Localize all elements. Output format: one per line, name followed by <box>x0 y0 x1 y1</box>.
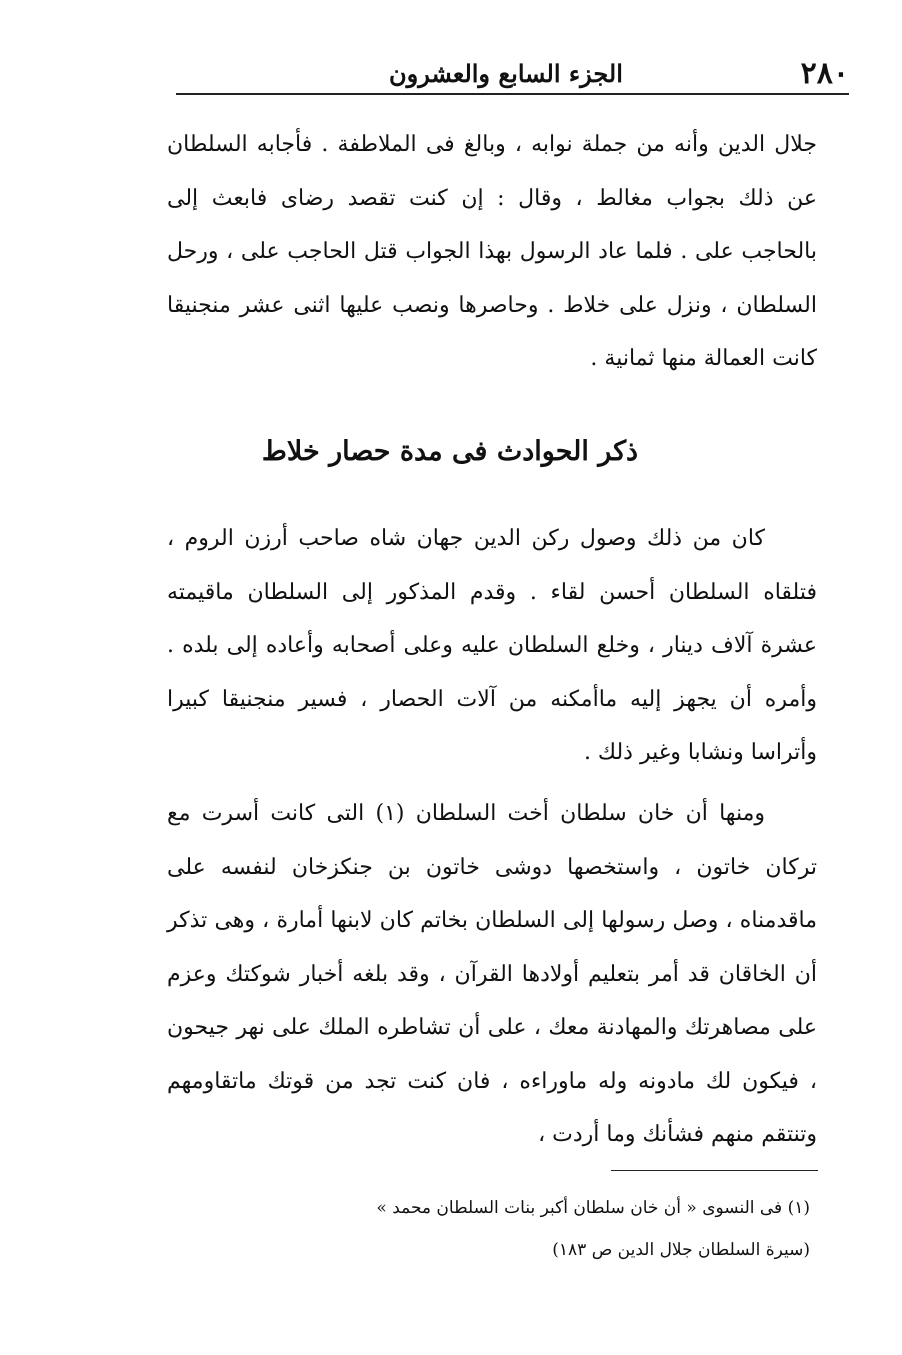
footnote-line-1: (١) فى النسوى « أن خان سلطان أكبر بنات السلطان محمد » <box>376 1198 810 1218</box>
header-rule <box>176 93 849 95</box>
footnote-rule <box>611 1170 818 1171</box>
section-heading: ذكر الحوادث فى مدة حصار خلاط <box>261 436 639 467</box>
paragraph-3-text: ومنها أن خان سلطان أخت السلطان (١) التى كانت أسرت مع تركان خاتون ، واستخصها دوشى خاتون بن جنكزخان لنفسه على ماقدمناه ، وصل رسولها إلى السلطان بخاتم كان لابنها أمارة ، وهى تذكر أن الخاقان قد أمر بتعليم أولادها القرآن ، وقد بلغه أخبار شوكتك وعزم على مصاهرتك والمهادنة معك ، على أن تشاطره الملك على نهر جيحون ، فيكون لك مادونه وله ماوراءه ، فان كنت تجد من قوتك ماتقاومهم وتنتقم منهم فشأنك وما أردت ، <box>167 801 817 1147</box>
footnote-line-2: (سيرة السلطان جلال الدين ص ١٨٣) <box>552 1240 810 1260</box>
page-number: ٢٨٠ <box>800 55 849 91</box>
paragraph-1-text: جلال الدين وأنه من جملة نوابه ، وبالغ فى الملاطفة . فأجابه السلطان عن ذلك بجواب مغالط ، وقال : إن كنت تقصد رضاى فابعث إلى بالحاجب على . فلما عاد الرسول بهذا الجواب قتل الحاجب على ، ورحل السلطان ، ونزل على خلاط . وحاصرها ونصب عليها اثنى عشر منجنيقا كانت العمالة منها ثمانية . <box>167 132 817 371</box>
paragraph-2 <box>167 512 817 780</box>
page-header <box>174 54 849 92</box>
paragraph-2-text: كان من ذلك وصول ركن الدين جهان شاه صاحب أرزن الروم ، فتلقاه السلطان أحسن لقاء . وقدم المذكور إلى السلطان ماقيمته عشرة آلاف دينار ، وخلع السلطان عليه وعلى أصحابه وأعاده إلى بلده . وأمره أن يجهز إليه ماأمكنه من آلات الحصار ، فسير منجنيقا كبيرا وأتراسا ونشابا وغير ذلك . <box>167 526 817 765</box>
paragraph-3 <box>167 787 817 1162</box>
paragraph-1 <box>167 118 817 386</box>
footnotes <box>250 1187 810 1271</box>
running-head: الجزء السابع والعشرون <box>389 58 623 88</box>
